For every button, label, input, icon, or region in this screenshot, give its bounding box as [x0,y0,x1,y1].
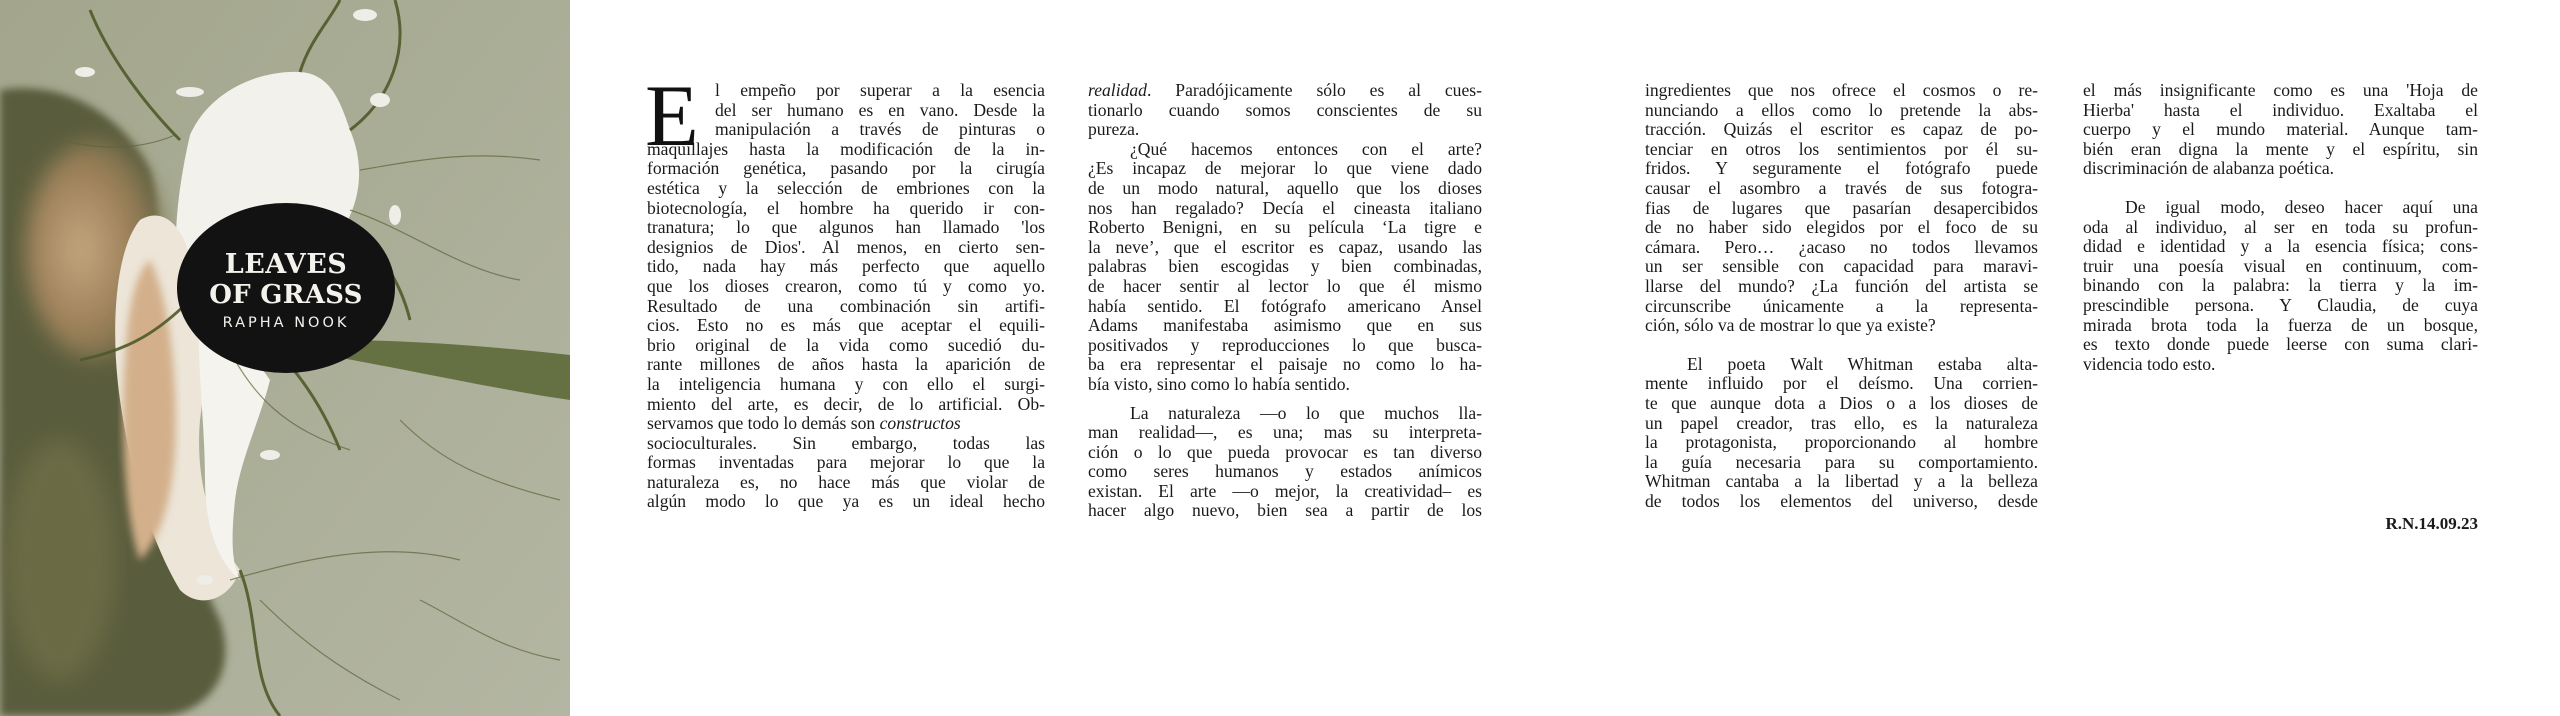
paragraph-gap [1645,336,2038,355]
text-line: formas inventadas para mejorar lo que la [647,452,1045,473]
text-line [1088,81,1482,101]
text-line: positivados y reproducciones lo que busca- [1088,334,1482,355]
text-line: maquillajes hasta la modificación de la in- [647,138,1045,159]
text-line: tionarlo cuando somos conscientes de su [1088,99,1482,120]
badge-title-line1: LEAVES [224,248,348,280]
text-line: algún modo lo que ya es un ideal hecho [647,491,1045,512]
text-line: cuerpo y el mundo material. Aunque tam- [2083,119,2478,140]
text-line: de un modo natural, aquello que los dioses [1088,177,1482,198]
text-line: ingredientes que nos ofrece el cosmos o re- [1645,80,2038,100]
text-line: fias de lugares que pasarían desapercibidos [1645,197,2038,218]
text-line [647,414,1045,434]
text-line: discriminación de alabanza poética. [2083,158,2335,179]
badge-title-line2: OF GRASS [209,279,363,310]
text-line: tracción. Quizás el escritor es capaz de po- [1645,119,2038,140]
text-line: hacer algo nuevo, bien sea a partir de los [1088,500,1482,521]
article-column-4 [2083,81,2478,374]
text-line: biotecnología, el hombre ha querido ir con- [647,197,1045,218]
text-line: bía visto, sino como lo había sentido. [1088,373,1350,394]
text-line: oda al individuo, al ser en toda su profun- [2083,216,2478,237]
text-line: un ser sensible con capacidad para maravi- [1645,256,2038,277]
text-line: existan. El arte —o mejor, la creatividad– es [1088,480,1482,501]
drop-cap: E [645,68,699,165]
text-line: había sentido. El fotógrafo americano Ansel [1088,295,1482,316]
text-line: De igual modo, deseo hacer aquí una [2125,196,2478,217]
text-line: videncia todo esto. [2083,353,2216,374]
text-line: es texto donde puede leerse con suma clari- [2083,334,2478,355]
text-line: designios de Dios'. Al menos, en cierto sen- [647,236,1045,257]
text-line: llarse del mundo? ¿La función del artista se [1645,275,2038,296]
title-badge [177,203,395,373]
text-line: causar el asombro a través de sus fotogra- [1645,177,2038,198]
text-line: pureza. [1088,119,1140,140]
text-line: mente influido por el deísmo. Una corrien- [1645,373,2038,394]
text-line: l empeño por superar a la esencia [715,80,1045,100]
text-line: palabras bien escogidas y bien combinadas, [1088,256,1482,277]
text-line: como seres humanos y estados anímicos [1088,461,1482,482]
text-line: de hacer sentir al lector lo que él mismo [1088,275,1482,296]
text-line: brio original de la vida como sucedió du- [647,334,1045,355]
text-line: truir una poesía visual en continuum, com- [2083,255,2478,276]
text-line: ba era representar el paisaje no como lo ha- [1088,354,1482,375]
paragraph-gap [2083,179,2478,198]
text-line: ción, sólo va de mostrar lo que ya existe? [1645,315,1936,336]
text-line: nos han regalado? Decía el cineasta italiano [1088,197,1482,218]
italic-word: constructos [879,413,961,434]
text-line: tido, nada hay más perfecto que aquello [647,256,1045,277]
text-line: de todos los elementos del universo, desde [1645,490,2038,511]
text-line: un papel creador, tras ello, es la naturaleza [1645,412,2038,433]
badge-author: RAPHA NOOK [222,314,350,331]
text-line: Roberto Benigni, en su película ‘La tigre e [1088,217,1482,238]
text-line: circunscribe únicamente a la representa- [1645,295,2038,316]
italic-word: realidad [1088,80,1147,100]
text-line: tenciar en otros los sentimientos por él su- [1645,138,2038,159]
text-line: socioculturales. Sin embargo, todas las [647,432,1045,453]
text-line: rante millones de años hasta la aparición de [647,354,1045,375]
text-line: manipulación a través de pinturas o [715,119,1045,140]
signature-date: R.N.14.09.23 [2385,514,2478,533]
text-line: el más insignificante como es una 'Hoja de [2083,80,2478,100]
article-column-1 [645,68,1045,512]
text-line: la guía necesaria para su comportamiento. [1645,451,2038,472]
text-line: Whitman cantaba a la libertad y a la belleza [1645,471,2038,492]
text-line: man realidad—, es una; mas su interpreta- [1088,422,1482,443]
text-line: Adams manifestaba asimismo que en sus [1088,315,1482,336]
text-line: binando con la palabra: la tierra y la im- [2083,275,2478,296]
text-line: cámara. Pero… ¿acaso no todos llevamos [1645,236,2038,257]
text-line: naturaleza es, no hace más que violar de [647,471,1045,492]
text-line: cios. Esto no es más que aceptar el equili- [647,315,1045,336]
text-line: prescindible persona. Y Claudia, de cuya [2083,294,2478,315]
text-line: ción o lo que pueda provocar es tan diverso [1088,441,1482,462]
text-line: El poeta Walt Whitman estaba alta- [1687,353,2038,374]
text-line: formación genética, pasando por la cirugía [647,158,1045,179]
article-column-2 [1088,81,1482,521]
text-line: ¿Es incapaz de mejorar lo que viene dado [1088,158,1482,179]
text-line: estética y la selección de embriones con la [647,177,1045,198]
text-line: ¿Qué hacemos entonces con el arte? [1130,138,1482,159]
text-line: que los dioses crearon, como tú y como yo. [647,275,1045,296]
text-line: mirada brota toda la fuerza de un bosque, [2083,314,2478,335]
text-line: miento del arte, es decir, de lo artificial. Ob- [647,393,1045,414]
text-fragment: servamos que todo lo demás son [647,413,880,434]
text-line: de no haber sido elegidos por el foco de su [1645,217,2038,238]
cover-image [0,0,570,716]
text-line: La naturaleza —o lo que muchos lla- [1130,402,1482,423]
text-line: Hierba' hasta el individuo. Exaltaba el [2083,99,2478,120]
text-line: la neve’, que el escritor es capaz, usando las [1088,236,1482,257]
text-fragment: . Paradójicamente sólo es al cues- [1146,80,1482,100]
text-line: nunciando a ellos como lo pretende la abs- [1645,99,2038,120]
text-line: didad e identidad y a la esencia física; cons- [2083,236,2478,257]
article-column-3 [1645,81,2038,511]
text-line: del ser humano es en vano. Desde la [715,99,1045,120]
text-line: tranatura; lo que algunos han llamado 'los [647,217,1045,238]
text-line: te que aunque dota a Dios o a los dioses de [1645,392,2038,413]
text-line: la inteligencia humana y con ello el surgi- [647,373,1045,394]
text-line: bién eran digna la mente y el espíritu, sin [2083,138,2478,159]
text-line: fridos. Y seguramente el fotógrafo puede [1645,158,2038,179]
text-line: Resultado de una combinación sin artifi- [647,295,1045,316]
text-line: la protagonista, proporcionando al hombre [1645,432,2038,453]
